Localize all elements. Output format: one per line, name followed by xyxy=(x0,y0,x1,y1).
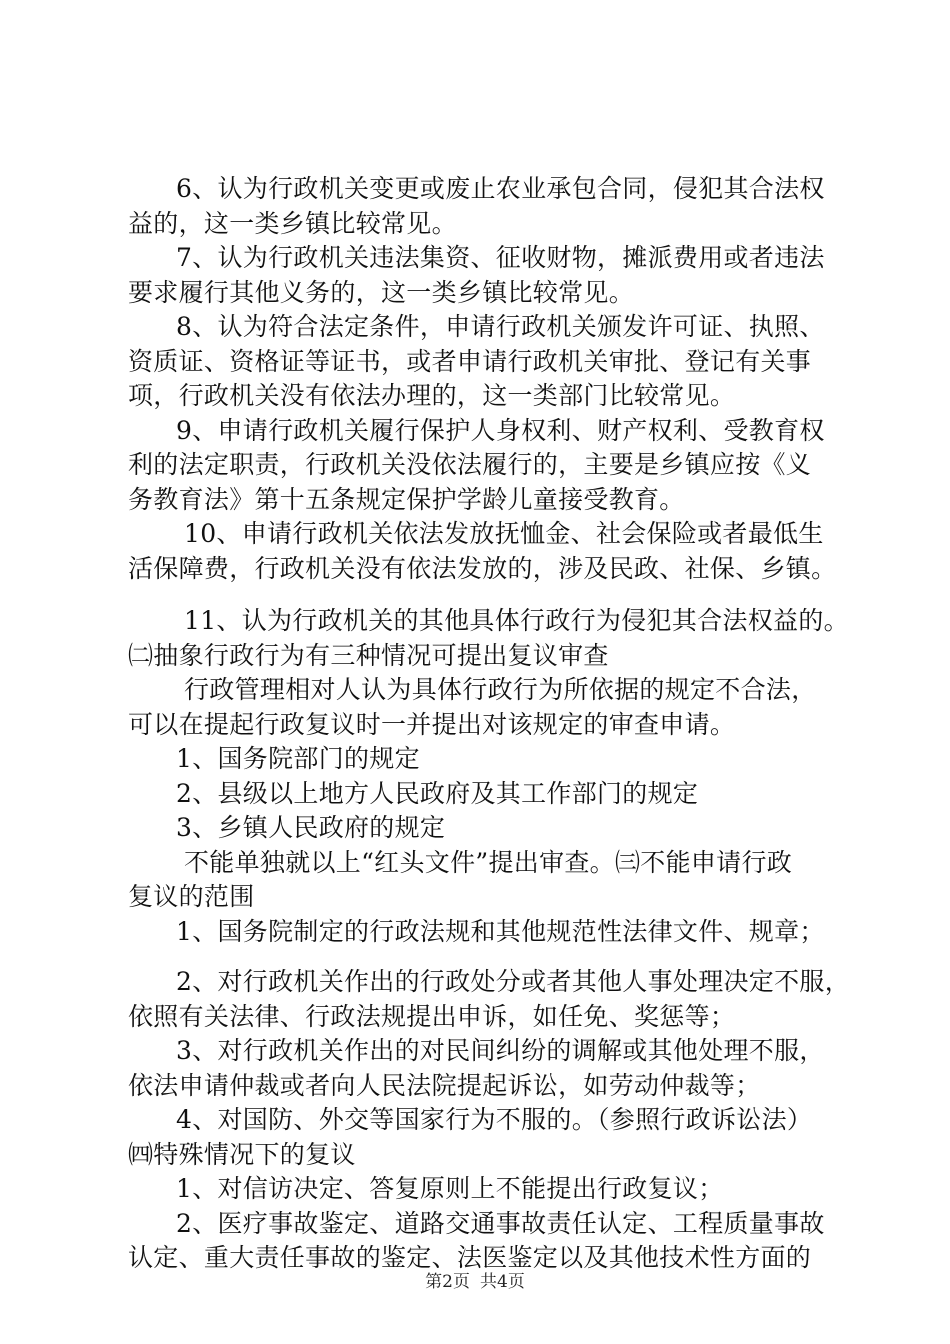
paragraph-9-line-2: 利的法定职责，行政机关没依法履行的，主要是乡镇应按《义 xyxy=(128,450,812,479)
list-item-special-1: 1、对信访决定、答复原则上不能提出行政复议； xyxy=(176,1174,724,1203)
paragraph-7-line-2: 要求履行其他义务的，这一类乡镇比较常见。 xyxy=(128,277,635,307)
page-total: 共4页 xyxy=(480,1272,525,1292)
paragraph-8-line-1: 8、认为符合法定条件，申请行政机关颁发许可证、执照、 xyxy=(176,312,825,341)
section-heading-abstract-acts: ㈡抽象行政行为有三种情况可提出复议审查 xyxy=(128,640,609,670)
paragraph-abstract-line-1: 行政管理相对人认为具体行政行为所依据的规定不合法， xyxy=(184,675,817,704)
paragraph-10-line-2: 活保障费，行政机关没有依法发放的，涉及民政、社保、乡镇。 xyxy=(128,553,837,583)
paragraph-red-header-line-1: 不能单独就以上“红头文件”提出审查。㈢不能申请行政 xyxy=(184,847,793,877)
list-item-local-government-rules: 2、县级以上地方人民政府及其工作部门的规定 xyxy=(176,778,699,808)
list-item-excluded-4: 4、对国防、外交等国家行为不服的。（参照行政诉讼法） xyxy=(176,1105,813,1134)
list-item-excluded-2-line-1: 2、对行政机关作出的行政处分或者其他人事处理决定不服， xyxy=(176,967,851,996)
list-item-special-2-line-1: 2、医疗事故鉴定、道路交通事故责任认定、工程质量事故 xyxy=(176,1208,825,1238)
document-body xyxy=(128,172,850,1276)
list-item-excluded-2-line-2: 依照有关法律、行政法规提出申诉，如任免、奖惩等； xyxy=(128,1001,736,1031)
paragraph-9-line-1: 9、申请行政机关履行保护人身权利、财产权利、受教育权 xyxy=(176,415,825,445)
paragraph-9-line-3: 务教育法》第十五条规定保护学龄儿童接受教育。 xyxy=(128,484,685,514)
list-item-township-rules: 3、乡镇人民政府的规定 xyxy=(176,813,446,842)
page-footer xyxy=(0,1271,950,1293)
paragraph-11: 11、认为行政机关的其他具体行政行为侵犯其合法权益的。 xyxy=(184,606,849,635)
paragraph-red-header-line-2: 复议的范围 xyxy=(128,882,255,911)
list-item-state-council-rules: 1、国务院部门的规定 xyxy=(176,744,420,773)
page-number: 第2页 xyxy=(425,1272,470,1292)
list-item-special-2-line-2: 认定、重大责任事故的鉴定、法医鉴定以及其他技术性方面的 xyxy=(128,1243,812,1272)
list-item-excluded-1: 1、国务院制定的行政法规和其他规范性法律文件、规章； xyxy=(176,916,825,946)
paragraph-7-line-1: 7、认为行政机关违法集资、征收财物，摊派费用或者违法 xyxy=(176,243,825,272)
paragraph-8-line-2: 资质证、资格证等证书，或者申请行政机关审批、登记有关事 xyxy=(128,346,812,376)
list-item-excluded-3-line-1: 3、对行政机关作出的对民间纠纷的调解或其他处理不服， xyxy=(176,1036,825,1065)
paragraph-6-line-2: 益的，这一类乡镇比较常见。 xyxy=(128,208,457,238)
paragraph-abstract-line-2: 可以在提起行政复议时一并提出对该规定的审查申请。 xyxy=(128,709,736,739)
paragraph-8-line-3: 项，行政机关没有依法办理的，这一类部门比较常见。 xyxy=(128,381,736,410)
list-item-excluded-3-line-2: 依法申请仲裁或者向人民法院提起诉讼，如劳动仲裁等； xyxy=(128,1070,761,1100)
paragraph-10-line-1: 10、申请行政机关依法发放抚恤金、社会保险或者最低生 xyxy=(184,519,824,548)
paragraph-6-line-1: 6、认为行政机关变更或废止农业承包合同，侵犯其合法权 xyxy=(176,174,825,203)
section-heading-special-cases: ㈣特殊情况下的复议 xyxy=(128,1139,356,1169)
